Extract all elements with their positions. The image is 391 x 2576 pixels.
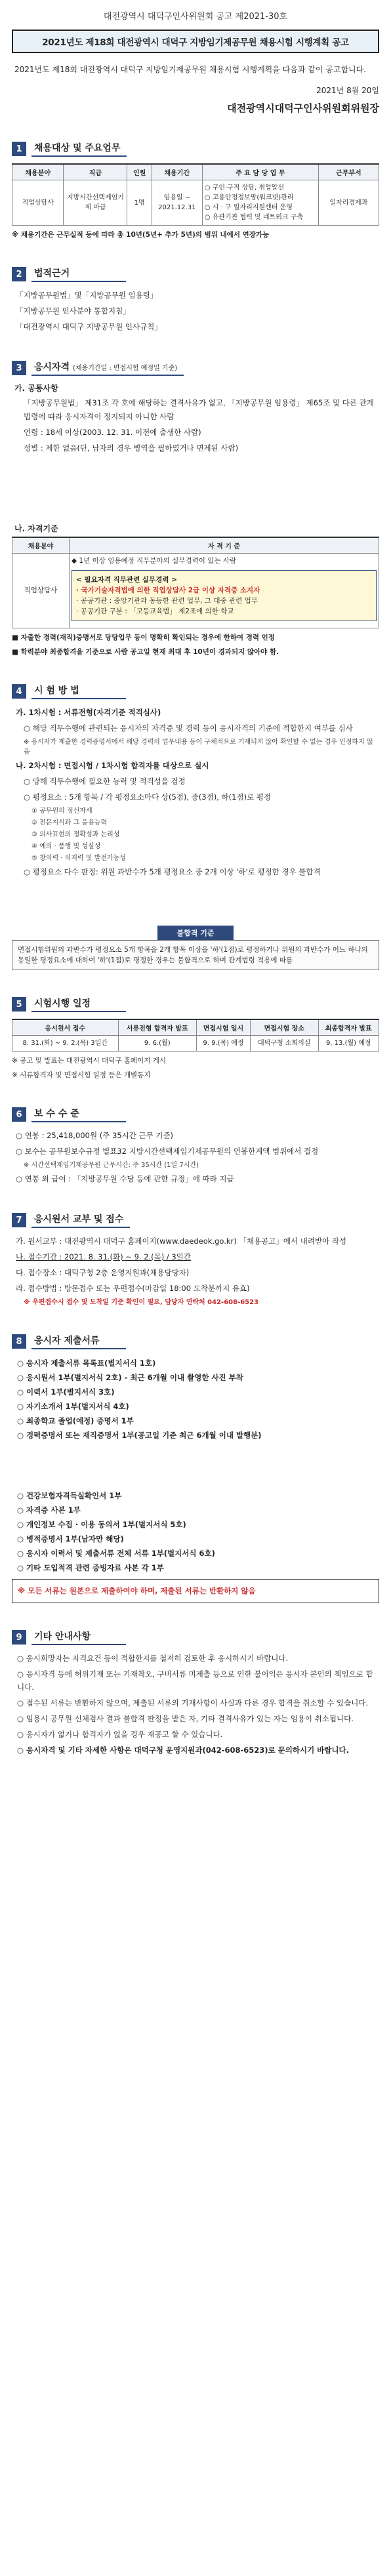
list-item: 연령 : 18세 이상(2003. 12. 31. 이전에 출생한 사람) <box>24 428 201 437</box>
table-cell: 직업상담사 <box>12 180 64 226</box>
list-item: ○ 당해 직무수행에 필요한 능력 및 적격성을 검정 <box>24 777 186 786</box>
document-item: ○ 병적증명서 1부(남자만 해당) <box>17 1534 124 1544</box>
list-item: ○ 해당 직무수행에 관련되는 응시자의 자격증 및 경력 등이 응시자격의 기준에 적합한지 여부를 심사 <box>24 724 353 733</box>
notice-item: ○ 응시자격 등에 허위기재 또는 기재착오, 구비서류 미제출 등으로 인한 불이익은 응시자 본인의 책임으로 합니다. <box>17 1669 373 1692</box>
application-info <box>12 1235 379 1307</box>
exam-method <box>12 706 379 879</box>
required-documents <box>12 1356 379 1575</box>
criteria-line: · 공공기관 : 중앙기관과 동등한 관련 업무, 그 대중 관련 업무 <box>76 597 258 605</box>
section-4-header <box>12 684 379 699</box>
intro-text: 2021년도 제18회 대전광역시 대덕구 지방임기제공무원 채용시험 시행계획을 다음과 같이 공고합니다. <box>14 65 367 74</box>
criteria-line: · 국가기술자격법에 의한 직업상담사 2급 이상 자격증 소지자 <box>76 586 260 594</box>
qualification-heading: 나. 자격기준 <box>14 524 58 533</box>
section-title: 응시자 제출서류 <box>31 1334 126 1349</box>
list-item: 성별 : 제한 없음(단, 남자의 경우 병역을 필하였거나 면제된 사람) <box>24 443 239 453</box>
schedule-table <box>12 1019 379 1052</box>
document-item: ○ 기타 도입적격 관련 증빙자료 사본 각 1부 <box>17 1563 164 1572</box>
list-item: ○ 평정요소 : 5개 항목 / 각 평정요소마다 상(5점), 중(3점), 하(1점)로 평정 <box>24 792 271 802</box>
list-item: ④ 예의 · 품행 및 성실성 <box>31 843 101 850</box>
notice-item: ○ 응시희망자는 자격요건 등이 적합한지를 철저히 검토한 후 응시하시기 바랍니다. <box>17 1654 289 1663</box>
notice-item: ○ 접수된 서류는 반환하지 않으며, 제출된 서류의 기재사항이 사실과 다른 경우 합격을 취소할 수 있습니다. <box>17 1698 369 1707</box>
table-row <box>12 1036 379 1052</box>
table-cell: 지방시간선택제임기제 마급 <box>64 180 127 226</box>
section-title: 기타 안내사항 <box>31 1629 126 1645</box>
application-period: 나. 접수기간 : 2021. 8. 31.(화) ~ 9. 2.(목) / 3일간 <box>16 1252 191 1261</box>
criteria-line: ◆ 1년 이상 임용예정 직무분야의 실무경력이 있는 사람 <box>72 557 237 565</box>
section-number: 6 <box>12 1107 26 1122</box>
table-row <box>12 180 379 226</box>
section-number: 9 <box>12 1630 26 1645</box>
recruitment-table <box>12 163 379 226</box>
section-number: 1 <box>12 142 26 156</box>
list-item: ○ 연봉 : 25,418,000원 (주 35시간 근무 기준) <box>16 1131 174 1140</box>
table-header: 직급 <box>64 164 127 180</box>
signer: 대전광역시대덕구인사위원회위원장 <box>227 102 379 114</box>
list-item <box>16 1250 379 1264</box>
table-cell: 8. 31.(화) ~ 9. 2.(목) 3일간 <box>12 1036 119 1052</box>
criteria-box <box>72 570 377 621</box>
table-cell: 일자리경제과 <box>318 180 379 226</box>
table-cell: 9. 9.(목) 예정 <box>196 1036 250 1052</box>
section-6-header <box>12 1107 379 1122</box>
list-item: 다. 접수장소 : 대덕구청 2층 운영지원과(채용담당자) <box>16 1268 190 1277</box>
qualification-table <box>12 537 379 628</box>
document-item: ○ 응시원서 1부(별지서식 2호) - 최근 6개월 이내 촬영한 사진 부착 <box>17 1373 243 1382</box>
section-title: 채용대상 및 주요업무 <box>31 141 127 157</box>
other-notices <box>12 1652 379 1757</box>
section-title: 보 수 수 준 <box>31 1107 126 1122</box>
list-item: ② 전문지식과 그 응용능력 <box>31 819 108 827</box>
section-number: 5 <box>12 997 26 1012</box>
documents-note-text: ※ 모든 서류는 원본으로 제출하여야 하며, 제출된 서류는 반환하지 않음 <box>18 1586 256 1595</box>
legal-basis-list <box>12 289 379 334</box>
table-cell: 임용일 ~ 2021.12.31 <box>152 180 202 226</box>
table-cell: 직업상담사 <box>12 554 70 628</box>
schedule-note: ※ 서류합격자 및 면접시험 일정 등은 개별통지 <box>12 1071 151 1079</box>
list-item: 「지방공무원법」및「지방공무원 임용령」 <box>16 291 158 300</box>
section-title: 시 험 방 법 <box>31 684 126 699</box>
exam-step: 가. 1차시험 : 서류전형(자격기준 적격심사) <box>16 708 161 717</box>
table-header: 근무부서 <box>318 164 379 180</box>
table-row <box>12 554 379 628</box>
section-8-header <box>12 1334 379 1349</box>
table-cell: 대덕구청 소회의실 <box>250 1036 318 1052</box>
notice-item: ○ 응시자가 없거나 합격자가 없을 경우 재공고 할 수 있습니다. <box>17 1730 223 1739</box>
list-item: 가. 원서교부 : 대전광역시 대덕구 홈페이지(www.daedeok.go.kr) 「채용공고」에서 내려받아 작성 <box>16 1237 347 1246</box>
list-item: 「지방공무원 인사분야 통합지침」 <box>16 306 131 316</box>
fail-criteria-heading: 불합격 기준 <box>157 926 234 940</box>
list-item: ※ 시간선택제임기제공무원 근무시간: 주 35시간 (1일 7시간) <box>24 1162 199 1169</box>
table-header: 자 격 기 준 <box>70 537 379 554</box>
section-title-sub: (채용기간일 : 면접시험 예정일 기준) <box>72 365 178 372</box>
list-item: ※ 우편접수시 접수 및 도착일 기준 확인이 필요, 담당자 연락처 042-608-6523 <box>24 1299 259 1306</box>
table-header: 최종합격자 발표 <box>318 1019 379 1036</box>
section-number: 8 <box>12 1334 26 1349</box>
section-9-header <box>12 1629 379 1645</box>
list-item: ⑤ 창의력 · 의지력 및 발전가능성 <box>31 855 126 862</box>
table-header: 면접시험 장소 <box>250 1019 318 1036</box>
list-item: ○ 평정요소 다수 판정: 위원 과반수가 5개 평정요소 중 2개 이상 '하'로 평정한 경우 불합격 <box>24 867 321 876</box>
notice-item: ○ 응시자격 및 기타 자세한 사항은 대덕구청 운영지원과(042-608-6523)로 문의하시기 바랍니다. <box>17 1746 349 1755</box>
section-title <box>31 360 184 376</box>
notice-title: 2021년도 제18회 대전광역시 대덕구 지방임기제공무원 채용시험 시행계획 공고 <box>12 30 379 53</box>
salary-info <box>12 1129 379 1186</box>
list-item: ③ 의사표현의 정확성과 논리성 <box>31 831 120 838</box>
list-item: ① 공무원의 정신자세 <box>31 808 93 815</box>
table-cell: ○ 구인·구직 상담, 취업알선 ○ 고용안정정보망(워크넷)관리 ○ 시 · 구 일자리지원센터 운영 ○ 유관기관 협력 및 네트워크 구축 <box>202 180 318 226</box>
document-item: ○ 최종학교 졸업(예정) 증명서 1부 <box>17 1416 134 1425</box>
recruitment-notice <box>12 0 379 1757</box>
schedule-note: ※ 공고 및 발표는 대전광역시 대덕구 홈페이지 게시 <box>12 1057 167 1065</box>
section-title: 법적근거 <box>31 266 126 282</box>
qualification-note: ■ 학력분야 최종합격을 기준으로 사람 공고일 현재 최대 후 10년이 경과되지 않아야 함. <box>12 648 279 656</box>
document-item: ○ 개인정보 수집 · 이용 동의서 1부(별지서식 5호) <box>17 1520 186 1529</box>
table-header: 채용분야 <box>12 164 64 180</box>
table-note: ※ 채용기간은 근무실적 등에 따라 총 10년(5년+ 추가 5년)의 범위 내에서 연장가능 <box>12 231 270 239</box>
section-number: 4 <box>12 684 26 699</box>
section-7-header <box>12 1212 379 1228</box>
document-item: ○ 자격증 사본 1부 <box>17 1505 81 1515</box>
section-number: 3 <box>12 361 26 375</box>
criteria-line: · 공공기관 구분 : 「고등교육법」 제2조에 의한 학교 <box>76 607 234 615</box>
table-header: 응시원서 접수 <box>12 1019 119 1036</box>
document-item: ○ 응시자 제출서류 목록표(별지서식 1호) <box>17 1359 156 1368</box>
notice-number: 대전광역시 대덕구인사위원회 공고 제2021-30호 <box>103 12 288 22</box>
section-title-main: 응시자격 <box>34 362 70 373</box>
list-item: ○ 보수는 공무원보수규정 별표32 지방시간선택제임기제공무원의 연봉한계액 범위에서 결정 <box>16 1147 319 1156</box>
document-item: ○ 경력증명서 또는 재직증명서 1부(공고일 기준 최근 6개월 이내 발행분) <box>17 1431 262 1440</box>
notice-item: ○ 임용시 공무원 신체검사 결과 불합격 판정을 받은 자, 기타 결격사유가 있는 자는 임용이 취소됩니다. <box>17 1714 354 1723</box>
section-1-header <box>12 141 379 157</box>
section-number: 2 <box>12 267 26 281</box>
section-title: 응시원서 교부 및 접수 <box>31 1212 130 1228</box>
table-cell: 9. 6.(월) <box>118 1036 196 1052</box>
documents-note <box>12 1579 379 1603</box>
common-requirements-heading: 가. 공통사항 <box>14 384 58 393</box>
document-item: ○ 이력서 1부(별지서식 3호) <box>17 1387 115 1397</box>
section-title: 시험시행 일정 <box>31 996 126 1012</box>
table-header: 주 요 담 당 업 무 <box>202 164 318 180</box>
table-cell: 1명 <box>127 180 152 226</box>
table-header: 서류전형 합격자 발표 <box>118 1019 196 1036</box>
table-header: 채용분야 <box>12 537 70 554</box>
list-item: 라. 접수방법 : 방문접수 또는 우편접수(마감일 18:00 도착분까지 유효) <box>16 1284 250 1293</box>
common-requirements <box>12 396 379 455</box>
fail-criteria-box: 면접시험위원의 과반수가 평정요소 5개 항목을 2개 항목 이상을 '하'(1점)로 평정하거나 위원의 과반수가 어느 하나의 동일한 평정요소에 대하여 '하'(1점)로 평정한 경우는 불합격으로 하며 관계법령 적용에 따름 <box>12 940 379 970</box>
table-header: 채용기간 <box>152 164 202 180</box>
document-item: ○ 건강보험자격득실확인서 1부 <box>17 1491 122 1500</box>
table-cell: 9. 13.(월) 예정 <box>318 1036 379 1052</box>
section-5-header <box>12 996 379 1012</box>
notice-date: 2021년 8월 20일 <box>316 86 379 95</box>
table-cell <box>70 554 379 628</box>
table-header: 인원 <box>127 164 152 180</box>
list-item: ○ 연봉 외 급여 : 「지방공무원 수당 등에 관한 규정」에 따라 지급 <box>16 1174 234 1183</box>
document-item: ○ 응시자 이력서 및 제출서류 전체 서류 1부(별지서식 6호) <box>17 1549 215 1558</box>
section-2-header <box>12 266 379 282</box>
table-header: 면접시험 일시 <box>196 1019 250 1036</box>
document-item: ○ 자기소개서 1부(별지서식 4호) <box>17 1402 129 1411</box>
section-number: 7 <box>12 1213 26 1227</box>
criteria-line: < 필요자격 직무관련 실무경력 > <box>76 576 177 584</box>
qualification-note: ■ 자출한 경력(재직)증명서로 당당업무 등이 명확히 확인되는 경우에 한하여 경력 인정 <box>12 634 275 642</box>
list-item: 「지방공무원법」 제31조 각 호에 해당하는 결격사유가 없고, 「지방공무원 임용령」 제65조 및 다른 관계법령에 따라 응시자격이 정지되지 아니한 사람 <box>24 398 374 421</box>
exam-step: 나. 2차시험 : 면접시험 / 1차시험 합격자를 대상으로 실시 <box>16 761 209 770</box>
section-3-header <box>12 360 379 376</box>
list-item: ※ 응시자가 제출한 경력증명서에서 해당 경력의 업무내용 등이 구체적으로 기재되지 않아 확인할 수 없는 경우 인정하지 않음 <box>24 739 373 756</box>
list-item: 「대전광역시 대덕구 지방공무원 인사규칙」 <box>16 322 162 331</box>
